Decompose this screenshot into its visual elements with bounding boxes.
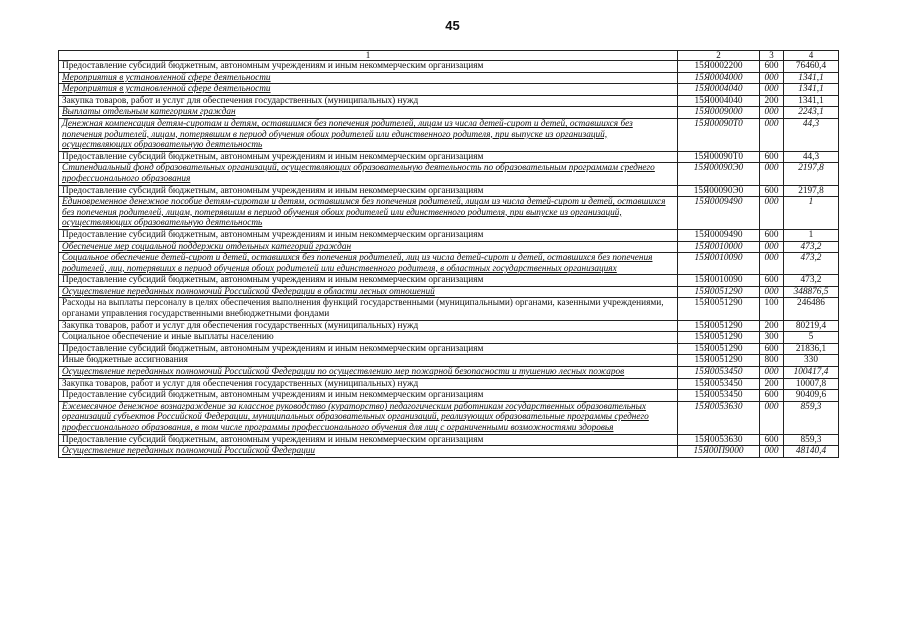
row-name-cell: Закупка товаров, работ и услуг для обеспечения государственных (муниципальных) нужд [59,378,678,390]
column-header: 1 [59,51,678,61]
row-amount-cell: 473,2 [784,253,839,275]
column-header: 4 [784,51,839,61]
row-code-cell: 15Я0010090 [678,253,760,275]
row-amount-cell: 1341,1 [784,72,839,84]
row-name-cell: Социальное обеспечение и иные выплаты населению [59,332,678,344]
row-code-cell: 15Я0004040 [678,84,760,96]
row-code-cell: 15Я0010090 [678,275,760,287]
row-code-cell: 15Я0051290 [678,298,760,320]
row-name-cell: Единовременное денежное пособие детям-сиротам и детям, оставшимся без попечения родителей, лицам из числа детей-сирот и детей, оставшихся без попечения родителей, лицам, потерявшим в период обучения обоих родителей или единственного родителя, при выпуске из организаций, осуществляющих образовательную деятельность [59,197,678,230]
table-row [59,286,839,298]
row-name-cell: Предоставление субсидий бюджетным, автономным учреждениям и иным некоммерческим организациям [59,229,678,241]
row-amount-cell: 859,3 [784,401,839,434]
row-name-cell: Осуществление переданных полномочий Российской Федерации в области лесных отношений [59,286,678,298]
row-code-cell: 15Я00090Т0 [678,118,760,151]
row-amount-cell: 1 [784,229,839,241]
row-amount-cell: 76460,4 [784,61,839,73]
table-row [59,446,839,458]
row-kvr-cell: 000 [760,241,784,253]
row-kvr-cell: 200 [760,378,784,390]
table-row [59,253,839,275]
row-name-cell: Предоставление субсидий бюджетным, автономным учреждениям и иным некоммерческим организациям [59,275,678,287]
row-amount-cell: 48140,4 [784,446,839,458]
row-kvr-cell: 000 [760,253,784,275]
row-code-cell: 15Я0053450 [678,367,760,379]
row-amount-cell: 2197,8 [784,185,839,197]
table-row [59,229,839,241]
row-name-cell: Стипендиальный фонд образовательных организаций, осуществляющих образовательную деятельность по образовательным программам среднего профессионального образования [59,163,678,185]
row-kvr-cell: 000 [760,401,784,434]
row-code-cell: 15Я0053450 [678,378,760,390]
table-header-row [59,51,839,61]
row-code-cell: 15Я0010000 [678,241,760,253]
row-code-cell: 15Я0053630 [678,401,760,434]
row-amount-cell: 1 [784,197,839,230]
row-name-cell: Мероприятия в установленной сфере деятельности [59,72,678,84]
row-name-cell: Обеспечение мер социальной поддержки отдельных категорий граждан [59,241,678,253]
row-name-cell: Осуществление переданных полномочий Российской Федерации [59,446,678,458]
row-amount-cell: 246486 [784,298,839,320]
row-kvr-cell: 600 [760,185,784,197]
row-amount-cell: 330 [784,355,839,367]
budget-table [58,50,839,458]
row-kvr-cell: 000 [760,197,784,230]
row-code-cell: 15Я0004000 [678,72,760,84]
row-kvr-cell: 000 [760,286,784,298]
row-kvr-cell: 600 [760,229,784,241]
column-header: 3 [760,51,784,61]
table-row [59,332,839,344]
row-code-cell: 15Я0051290 [678,343,760,355]
row-name-cell: Закупка товаров, работ и услуг для обеспечения государственных (муниципальных) нужд [59,320,678,332]
row-code-cell: 15Я00090Э0 [678,185,760,197]
row-kvr-cell: 800 [760,355,784,367]
row-kvr-cell: 100 [760,298,784,320]
row-code-cell: 15Я0009000 [678,107,760,119]
table-row [59,275,839,287]
row-amount-cell: 2197,8 [784,163,839,185]
table-row [59,118,839,151]
table-row [59,378,839,390]
table-row [59,95,839,107]
row-kvr-cell: 300 [760,332,784,344]
row-code-cell: 15Я00090Э0 [678,163,760,185]
row-code-cell: 15Я00090Т0 [678,151,760,163]
row-amount-cell: 44,3 [784,151,839,163]
row-kvr-cell: 200 [760,320,784,332]
row-amount-cell: 473,2 [784,241,839,253]
table-row [59,390,839,402]
row-name-cell: Предоставление субсидий бюджетным, автономным учреждениям и иным некоммерческим организациям [59,434,678,446]
row-name-cell: Предоставление субсидий бюджетным, автономным учреждениям и иным некоммерческим организациям [59,343,678,355]
row-amount-cell: 10007,8 [784,378,839,390]
row-kvr-cell: 600 [760,434,784,446]
table-row [59,107,839,119]
table-row [59,163,839,185]
row-name-cell: Предоставление субсидий бюджетным, автономным учреждениям и иным некоммерческим организациям [59,185,678,197]
row-kvr-cell: 000 [760,367,784,379]
row-amount-cell: 348876,5 [784,286,839,298]
row-name-cell: Предоставление субсидий бюджетным, автономным учреждениям и иным некоммерческим организациям [59,390,678,402]
row-name-cell: Социальное обеспечение детей-сирот и детей, оставшихся без попечения родителей, лиц из числа детей-сирот и детей, оставшихся без попечения родителей, лиц, потерявших в период обучения обоих родителей или единственного родителя, в областных государственных организациях [59,253,678,275]
row-amount-cell: 859,3 [784,434,839,446]
row-code-cell: 15Я0053450 [678,390,760,402]
table-row [59,61,839,73]
row-code-cell: 15Я0053630 [678,434,760,446]
row-name-cell: Расходы на выплаты персоналу в целях обеспечения выполнения функций государственными (муниципальными) органами, казенными учреждениями, органами управления государственными внебюджетными фондами [59,298,678,320]
row-kvr-cell: 000 [760,163,784,185]
table-row [59,401,839,434]
row-kvr-cell: 200 [760,95,784,107]
row-kvr-cell: 000 [760,72,784,84]
column-header: 2 [678,51,760,61]
table-row [59,241,839,253]
row-code-cell: 15Я0051290 [678,320,760,332]
row-name-cell: Денежная компенсация детям-сиротам и детям, оставшимся без попечения родителей, лицам из числа детей-сирот и детей, оставшихся без попечения родителей, лицам, потерявшим в период обучения обоих родителей или единственного родителя, при выпуске из организаций, осуществляющих образовательную деятельность [59,118,678,151]
row-amount-cell: 5 [784,332,839,344]
row-amount-cell: 80219,4 [784,320,839,332]
table-row [59,151,839,163]
row-kvr-cell: 000 [760,84,784,96]
table-row [59,72,839,84]
row-code-cell: 15Я0009490 [678,229,760,241]
row-code-cell: 15Я0009490 [678,197,760,230]
row-amount-cell: 2243,1 [784,107,839,119]
row-kvr-cell: 600 [760,275,784,287]
row-kvr-cell: 000 [760,107,784,119]
table-row [59,84,839,96]
row-code-cell: 15Я00П9000 [678,446,760,458]
row-kvr-cell: 000 [760,446,784,458]
table-row [59,434,839,446]
row-kvr-cell: 600 [760,151,784,163]
row-code-cell: 15Я0051290 [678,332,760,344]
table-row [59,320,839,332]
table-row [59,185,839,197]
row-name-cell: Ежемесячное денежное вознаграждение за классное руководство (кураторство) педагогическим работникам государственных образовательных организаций субъектов Российской Федерации, муниципальных образовательных организаций, реализующих образовательные программы среднего профессионального образования, в том числе программы профессионального обучения для лиц с ограниченными возможностями здоровья [59,401,678,434]
table-row [59,367,839,379]
row-name-cell: Закупка товаров, работ и услуг для обеспечения государственных (муниципальных) нужд [59,95,678,107]
row-name-cell: Осуществление переданных полномочий Российской Федерации по осуществлению мер пожарной безопасности и тушению лесных пожаров [59,367,678,379]
row-code-cell: 15Я0004040 [678,95,760,107]
table-row [59,298,839,320]
row-kvr-cell: 000 [760,118,784,151]
row-code-cell: 15Я0051290 [678,355,760,367]
row-kvr-cell: 600 [760,390,784,402]
table-row [59,355,839,367]
row-amount-cell: 90409,6 [784,390,839,402]
row-name-cell: Предоставление субсидий бюджетным, автономным учреждениям и иным некоммерческим организациям [59,61,678,73]
table-row [59,343,839,355]
page-number: 45 [445,18,460,33]
row-amount-cell: 1341,1 [784,84,839,96]
row-name-cell: Выплаты отдельным категориям граждан [59,107,678,119]
row-amount-cell: 44,3 [784,118,839,151]
row-amount-cell: 1341,1 [784,95,839,107]
row-name-cell: Иные бюджетные ассигнования [59,355,678,367]
table-body [59,61,839,458]
row-kvr-cell: 600 [760,343,784,355]
row-amount-cell: 100417,4 [784,367,839,379]
row-code-cell: 15Я0002200 [678,61,760,73]
row-amount-cell: 473,2 [784,275,839,287]
row-name-cell: Мероприятия в установленной сфере деятельности [59,84,678,96]
row-name-cell: Предоставление субсидий бюджетным, автономным учреждениям и иным некоммерческим организациям [59,151,678,163]
row-amount-cell: 21836,1 [784,343,839,355]
row-kvr-cell: 600 [760,61,784,73]
row-code-cell: 15Я0051290 [678,286,760,298]
table-row [59,197,839,230]
